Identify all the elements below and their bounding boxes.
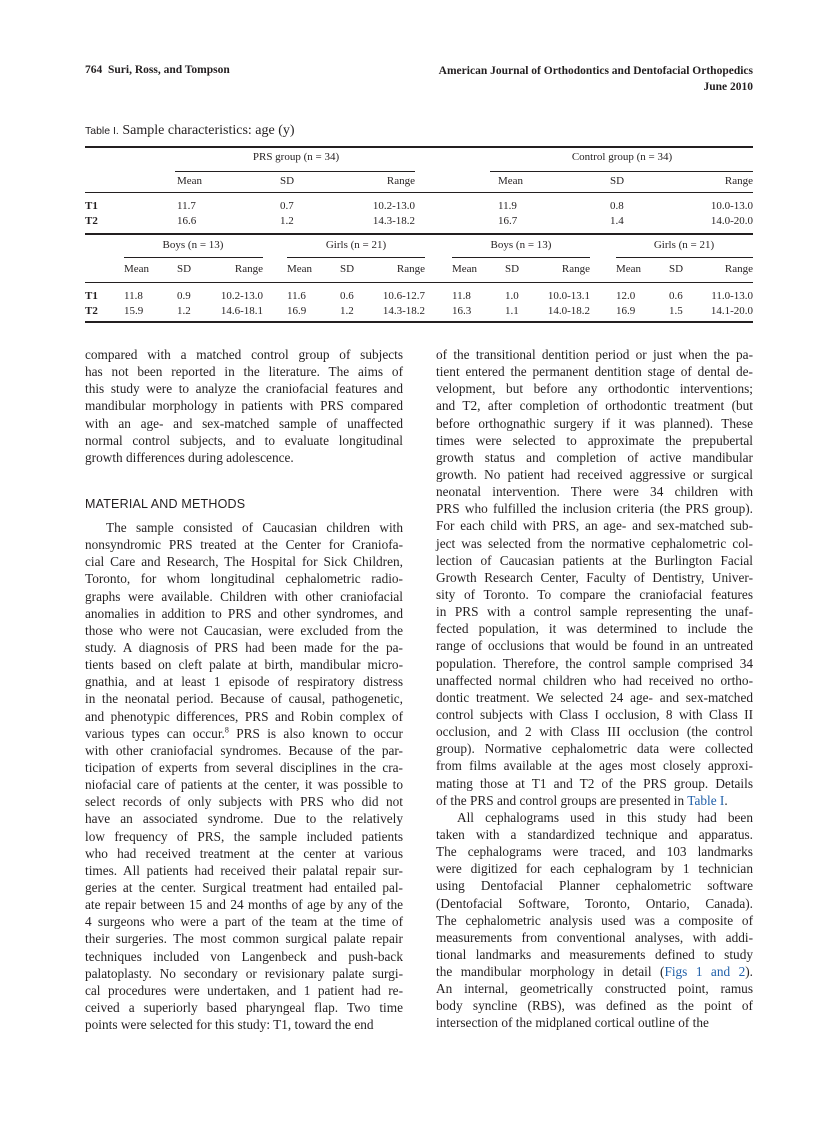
text-line: select records of only subjects with PRS who did not [85, 794, 403, 810]
column-header: Mean [616, 263, 642, 275]
table-cell: 0.8 [610, 200, 624, 212]
table-title: Sample characteristics: age (y) [122, 123, 295, 138]
text-line: group). Normative cephalometric data were collected [436, 741, 753, 757]
text-line: The sample consisted of Caucasian children with [106, 520, 403, 535]
subgroup-header: Girls (n = 21) [325, 239, 387, 251]
running-header-left [85, 64, 230, 76]
text-segment: . [724, 792, 728, 808]
cross-reference-link[interactable]: Figs 1 and 2 [664, 964, 746, 980]
text-line: ject was selected from the normative cephalometric col- [436, 535, 753, 551]
text-line: Toronto, for whom longitudinal cephalometric radio- [85, 571, 403, 587]
column-header: Range [724, 175, 753, 187]
table-cell: 11.0-13.0 [711, 290, 753, 302]
column-header: Mean [287, 263, 313, 275]
table-cell: 10.2-13.0 [220, 290, 263, 302]
table-cell: 1.2 [340, 305, 354, 317]
table-cell: 1.0 [505, 290, 519, 302]
text-line: from films available at the ages most closely approxi- [436, 758, 753, 774]
text-line: with an age- and sex-matched sample of unaffected [85, 415, 403, 431]
table-rule [490, 171, 753, 172]
column-header: Mean [452, 263, 478, 275]
table-cell: 11.9 [498, 200, 517, 212]
column-header: Range [386, 175, 415, 187]
text-line: mating those at T1 and T2 of the PRS group. Details [436, 775, 753, 791]
text-line: cal procedures were undertaken, and 1 patient had re- [85, 982, 403, 998]
table-cell: 1.1 [505, 305, 519, 317]
text-line: of the transitional dentition period or just when the pa- [436, 347, 753, 362]
text-line: Growth Research Center, Faculty of Dentistry, Univer- [436, 569, 753, 585]
text-line: techniques included von Langenbeck and push-back [85, 948, 403, 964]
table-cell: 16.3 [452, 305, 472, 317]
text-line: geries at the center. Surgical treatment had entailed pal- [85, 879, 403, 895]
text-line: sity of Toronto. To compare the craniofacial features [436, 586, 753, 602]
text-line: ticipation of experts from several disciplines in the cra- [85, 759, 403, 775]
group-header: Control group (n = 34) [571, 151, 673, 163]
text-line: those who were not Caucasian, were excluded from the [85, 622, 403, 638]
text-segment: PRS is also known to occur [228, 725, 403, 741]
table-cell: 0.6 [340, 290, 354, 302]
table-cell: 14.0-20.0 [710, 215, 753, 227]
table-cell: 14.3-18.2 [382, 305, 425, 317]
text-line: compared with a matched control group of subjects [85, 347, 403, 362]
table-label: Table I. [85, 125, 119, 137]
group-header: PRS group (n = 34) [252, 151, 340, 163]
text-line: ceived a superiorly based pharyngeal flap. Two time [85, 999, 403, 1015]
left-column [85, 346, 403, 466]
text-line: and phenotypic differences, PRS and Robin complex of [85, 708, 403, 724]
paragraph-methods [85, 519, 403, 1033]
paragraph-intro [85, 346, 403, 466]
table-cell: 11.8 [124, 290, 143, 302]
text-line: were digitized for each cephalogram by 1 technician [436, 861, 753, 877]
text-line: control subjects with Class I occlusion, 8 with Class II [436, 706, 753, 722]
table-cell: 14.1-20.0 [710, 305, 753, 317]
text-line: population. Therefore, the control sample comprised 34 [436, 655, 753, 671]
text-line: unaffected normal children who had received no ortho- [436, 672, 753, 688]
column-header: SD [669, 263, 684, 275]
column-header: SD [610, 175, 625, 187]
text-line: cial Care and Research, The Hospital for Sick Children, [85, 554, 403, 570]
table-cell: 14.3-18.2 [372, 215, 415, 227]
table-caption [85, 123, 295, 139]
text-line: dontic treatment. We selected 24 age- and sex-matched [436, 689, 753, 705]
column-header: Range [234, 263, 263, 275]
table-cell: 11.6 [287, 290, 306, 302]
text-line: intersection of the midplaned cortical outline of the [436, 1015, 709, 1031]
text-line: points were selected for this study: T1, toward the end [85, 1017, 374, 1033]
text-line: (Dentofacial Software, Toronto, Ontario, Canada). [436, 895, 753, 911]
table-cell: 16.6 [177, 215, 197, 227]
text-line: in the neonatal period. Because of causal, pathogenetic, [85, 691, 403, 707]
row-label: T2 [85, 215, 98, 227]
text-line: times were selected to approximate the prepubertal [436, 432, 753, 448]
column-header: SD [280, 175, 295, 187]
text-line: tient entered the permanent dentition stage of dental de- [436, 364, 753, 380]
table-rule [287, 257, 425, 258]
table-rule [175, 171, 415, 172]
table-cell: 1.5 [669, 305, 683, 317]
column-header: SD [505, 263, 520, 275]
table-cell: 16.9 [616, 305, 636, 317]
text-line: have an associated syndrome. Due to the relatively [85, 811, 403, 827]
table-rule [452, 257, 590, 258]
table-rule [85, 233, 753, 235]
column-header: Range [396, 263, 425, 275]
text-line: growth status and completion of active mandibular [436, 449, 753, 465]
row-label: T1 [85, 290, 98, 302]
text-line [85, 725, 403, 742]
text-line: mandibular morphology in patients with PRS compared [85, 398, 403, 414]
table-rule [124, 257, 263, 258]
table-rule [85, 321, 753, 323]
text-line [436, 963, 753, 980]
text-line: neonatal intervention. There were 34 children with [436, 484, 753, 500]
table-cell: 10.2-13.0 [372, 200, 415, 212]
table-cell: 16.7 [498, 215, 518, 227]
table-cell: 15.9 [124, 305, 144, 317]
row-label: T1 [85, 200, 98, 212]
text-line: growth differences during adolescence. [85, 449, 294, 465]
text-line [436, 792, 753, 809]
text-line: this study were to analyze the craniofacial features and [85, 381, 403, 397]
text-line: in PRS with a control sample representing the unaf- [436, 604, 753, 620]
text-line: ate repair between 15 and 24 months of age by any of the [85, 897, 403, 913]
text-line: An internal, geometrically constructed point, ramus [436, 981, 753, 997]
text-line: velopment, but before any orthodontic interventions; [436, 381, 753, 397]
text-line: The cephalograms were traced, and 103 landmarks [436, 844, 753, 860]
column-header: Range [561, 263, 590, 275]
text-line: fected population, it was determined to include the [436, 621, 753, 637]
text-line: range of occlusions that would be found in an untreated [436, 638, 753, 654]
text-line: before orthognathic surgery if it was planned). These [436, 415, 753, 431]
row-label: T2 [85, 305, 98, 317]
text-line: gnathia, and at least 1 episode of respiratory distress [85, 674, 403, 690]
text-segment: ). [745, 964, 753, 980]
text-line: growth. No patient had received aggressive or surgical [436, 466, 753, 482]
text-line: with other craniofacial syndromes. Because of the par- [85, 742, 403, 758]
text-line: All cephalograms used in this study had been [457, 809, 753, 825]
table-cell: 10.0-13.1 [547, 290, 590, 302]
column-header: Range [724, 263, 753, 275]
text-line: lection of Caucasian patients at the Burlington Facial [436, 552, 753, 568]
running-header-right [439, 63, 753, 95]
text-line: occlusion, and 2 with Class III occlusion (the control [436, 724, 753, 740]
text-line: nonsyndromic PRS treated at the Center for Craniofa- [85, 537, 403, 553]
page-number: 764 [85, 64, 103, 76]
table-rule [85, 146, 753, 148]
subgroup-header: Girls (n = 21) [653, 239, 715, 251]
text-line: times. All patients had received their palatal repair sur- [85, 862, 403, 878]
table-cell: 1.2 [280, 215, 294, 227]
text-line: taken with a standardized technique and apparatus. [436, 826, 753, 842]
journal-name: American Journal of Orthodontics and Dentofacial Orthopedics [438, 65, 753, 77]
right-column [436, 346, 753, 1032]
table-rule [616, 257, 753, 258]
text-segment: various types can occur. [85, 725, 225, 741]
column-header: Mean [498, 175, 524, 187]
paragraph-sample [436, 346, 753, 809]
authors: Suri, Ross, and Tompson [108, 64, 230, 76]
text-segment: of the PRS and control groups are presented in [436, 792, 688, 808]
column-header: Mean [124, 263, 150, 275]
subgroup-header: Boys (n = 13) [162, 239, 224, 251]
subgroup-header: Boys (n = 13) [490, 239, 552, 251]
table-cell: 11.7 [177, 200, 196, 212]
table-cell: 1.2 [177, 305, 191, 317]
table-cell: 14.0-18.2 [547, 305, 590, 317]
table-cell: 10.0-13.0 [710, 200, 753, 212]
text-segment: the mandibular morphology in detail ( [436, 964, 665, 980]
text-line: tients based on cleft palate at birth, mandibular micro- [85, 657, 403, 673]
text-line: graphs were available. Children with other craniofacial [85, 588, 403, 604]
text-line: study. A diagnosis of PRS had been made for the pa- [85, 639, 403, 655]
text-line: normal control subjects, and to evaluate longitudinal [85, 432, 403, 448]
text-line: PRS who fulfilled the inclusion criteria (the PRS group). [436, 501, 753, 517]
text-line: measurements from conventional analyses, with addi- [436, 929, 753, 945]
left-column-methods [85, 519, 403, 1033]
section-heading: MATERIAL AND METHODS [85, 497, 246, 511]
citation-superscript: 8 [224, 725, 229, 735]
table-cell: 0.6 [669, 290, 683, 302]
table-cell: 0.7 [280, 200, 294, 212]
table-rule [85, 282, 753, 283]
table-cell: 14.6-18.1 [220, 305, 263, 317]
column-header: Mean [177, 175, 203, 187]
text-line: low frequency of PRS, the sample included patients [85, 828, 403, 844]
table-cell: 16.9 [287, 305, 307, 317]
text-line: body syncline (RBS), was defined as the point of [436, 998, 753, 1014]
table-cell: 1.4 [610, 215, 624, 227]
cross-reference-link[interactable]: Table I [687, 792, 725, 808]
text-line: has not been reported in the literature. The aims of [85, 364, 403, 380]
text-line: using Dentofacial Planner cephalometric software [436, 878, 753, 894]
table-cell: 11.8 [452, 290, 471, 302]
text-line: who had received treatment at the center at various [85, 845, 403, 861]
text-line: The cephalometric analysis used was a composite of [436, 912, 753, 928]
text-line: 4 surgeons who were a part of the team at the time of [85, 914, 403, 930]
text-line: For each child with PRS, an age- and sex-matched sub- [436, 518, 753, 534]
text-line: tional landmarks and measurements defined to study [436, 946, 753, 962]
text-line: anomalies in addition to PRS and other syndromes, and [85, 605, 403, 621]
text-line: and T2, after completion of orthodontic treatment (but [436, 398, 753, 414]
text-line: niofacial care of patients at the center, it was possible to [85, 777, 403, 793]
paragraph-cephalograms [436, 809, 753, 1032]
table-cell: 0.9 [177, 290, 191, 302]
column-header: SD [340, 263, 355, 275]
table-cell: 10.6-12.7 [382, 290, 425, 302]
table-cell: 12.0 [616, 290, 636, 302]
issue-date: June 2010 [703, 81, 753, 93]
text-line: their surgeries. The most common surgical palate repair [85, 931, 403, 947]
table-rule [85, 192, 753, 193]
text-line: palatoplasty. No secondary or revisionary palate surgi- [85, 965, 403, 981]
column-header: SD [177, 263, 192, 275]
